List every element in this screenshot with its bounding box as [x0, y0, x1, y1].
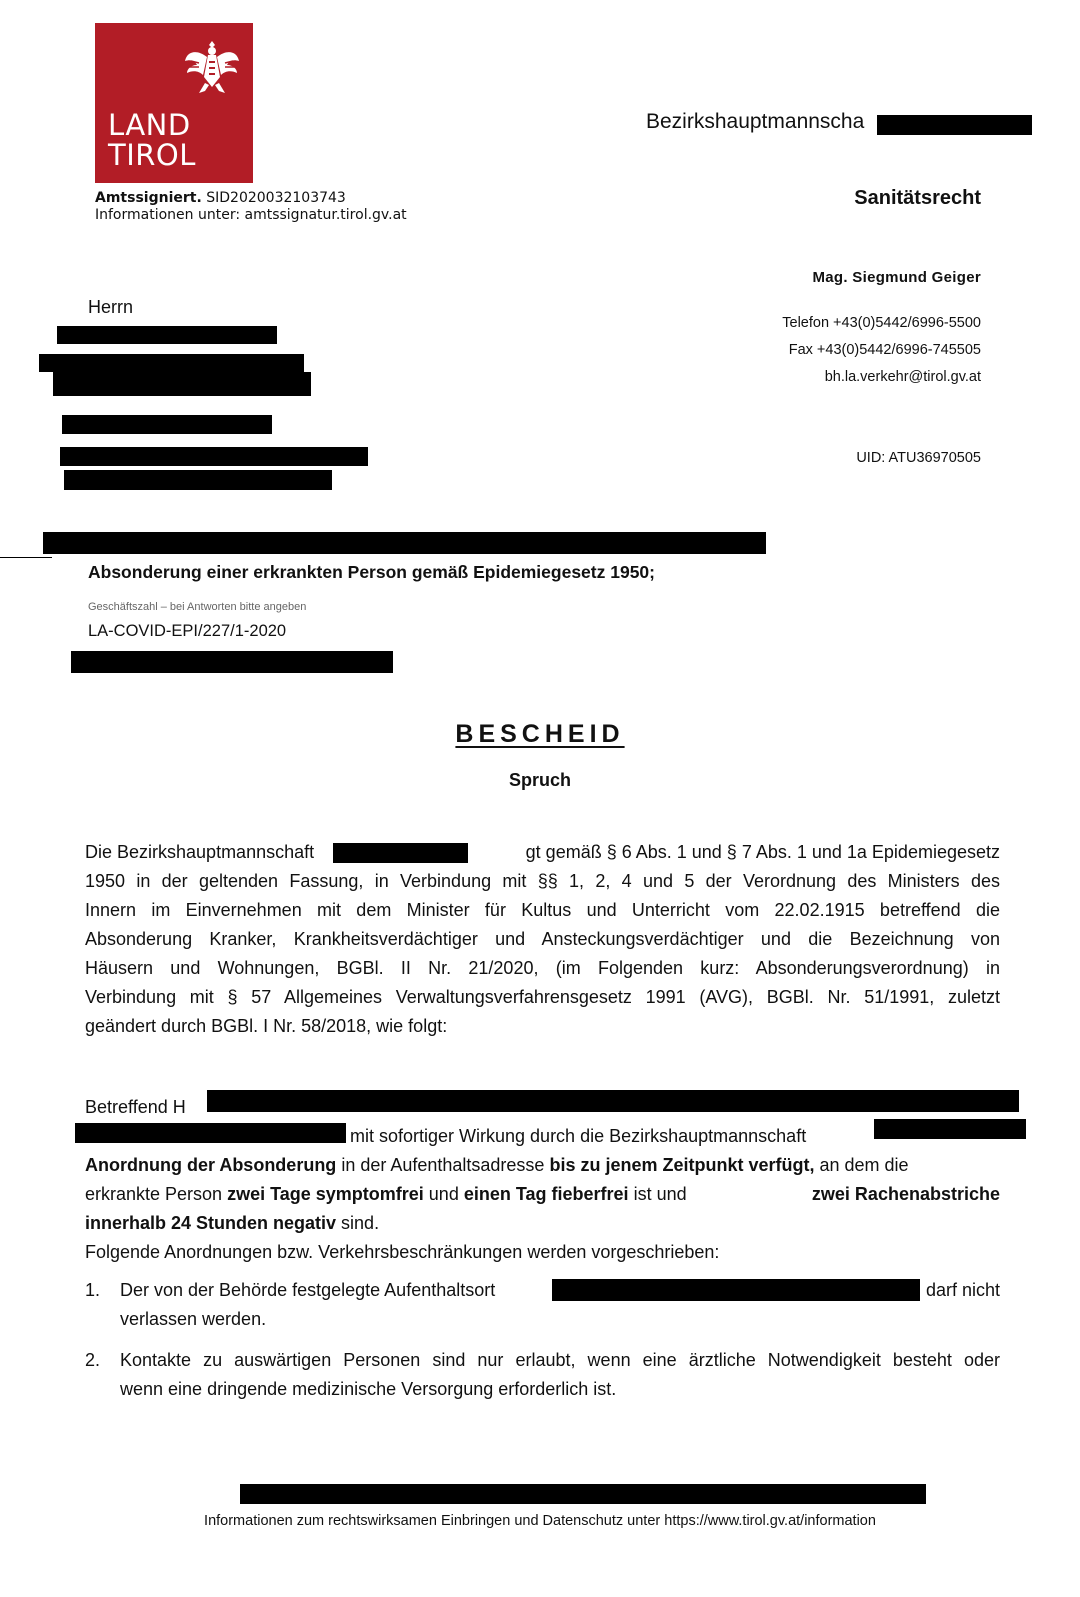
- para2-line3: [85, 1151, 1000, 1180]
- para1-line5: Häusern und Wohnungen, BGBl. II Nr. 21/2020, (im Folgenden kurz: Absonderungsverordnung) in: [85, 958, 1000, 978]
- redaction-bar: [53, 372, 311, 396]
- land-tirol-logo: [95, 23, 253, 183]
- para2-bold-anordnung: Anordnung der Absonderung: [85, 1155, 337, 1175]
- redaction-bar: [43, 532, 766, 554]
- officer-name: Mag. Siegmund Geiger: [812, 269, 981, 286]
- logo-line-1: LAND: [108, 108, 191, 142]
- redaction-bar: [207, 1090, 1019, 1112]
- redaction-bar: [552, 1279, 920, 1301]
- para2-bold-symptomfrei: zwei Tage symptomfrei: [227, 1184, 424, 1204]
- logo-line-2: TIROL: [108, 138, 196, 172]
- redaction-bar: [60, 447, 368, 466]
- para2-line6: Folgende Anordnungen bzw. Verkehrsbeschränkungen werden vorgeschrieben:: [85, 1242, 720, 1262]
- logo-text: [108, 110, 196, 170]
- list-item-2-number: 2.: [85, 1350, 101, 1370]
- redaction-bar: [333, 843, 468, 863]
- footer-info: Informationen zum rechtswirksamen Einbringen und Datenschutz unter https://www.tirol.gv.at/information: [204, 1513, 876, 1529]
- signature-label: Amtssigniert.: [95, 190, 202, 206]
- document-title: [0, 720, 1080, 749]
- redaction-bar: [57, 326, 277, 344]
- fold-mark-line: [0, 557, 52, 558]
- redaction-bar: [75, 1123, 346, 1143]
- redaction-bar: [64, 470, 332, 490]
- redaction-bar: [39, 354, 304, 372]
- contact-fax: Fax +43(0)5442/6996-745505: [788, 342, 981, 358]
- para1-line3: Innern im Einvernehmen mit dem Minister für Kultus und Unterricht vom 22.02.1915 betreffend die: [85, 900, 1000, 920]
- department: Sanitätsrecht: [854, 187, 981, 209]
- reference-number: LA-COVID-EPI/227/1-2020: [88, 622, 287, 640]
- para2-bold-zeitpunkt: bis zu jenem Zeitpunkt verfügt,: [549, 1155, 815, 1175]
- contact-email: bh.la.verkehr@tirol.gv.at: [824, 369, 981, 385]
- redaction-bar: [874, 1119, 1026, 1139]
- list-item-2-line2: wenn eine dringende medizinische Versorgung erforderlich ist.: [120, 1379, 617, 1399]
- para2-line1: Betreffend H: [85, 1097, 186, 1117]
- list-item-1-number: 1.: [85, 1280, 101, 1300]
- para2-line4: [85, 1180, 1000, 1209]
- para2-text: sind.: [336, 1213, 380, 1233]
- para2-text: erkrankte Person: [85, 1184, 228, 1204]
- signature-info: Informationen unter: amtssignatur.tirol.gv.at: [95, 207, 407, 223]
- redaction-bar: [71, 651, 393, 673]
- list-item-1-line1-end: darf nicht: [925, 1280, 1000, 1300]
- para2-line5: [85, 1209, 1000, 1238]
- para1-line1-start: Die Bezirkshauptmannschaft: [85, 842, 315, 862]
- subject-line: Absonderung einer erkrankten Person gemäß Epidemiegesetz 1950;: [88, 562, 655, 582]
- eagle-icon: [183, 37, 241, 99]
- para2-text: an dem die: [814, 1155, 909, 1175]
- redaction-bar: [62, 415, 272, 434]
- para2-text: ist und: [628, 1184, 687, 1204]
- paragraph-1: [85, 867, 1000, 1041]
- redaction-bar: [877, 115, 1032, 135]
- reference-label: Geschäftszahl – bei Antworten bitte angeben: [88, 601, 307, 613]
- redaction-bar: [240, 1484, 926, 1504]
- recipient-salutation: Herrn: [88, 297, 134, 317]
- para1-line2: 1950 in der geltenden Fassung, in Verbindung mit §§ 1, 2, 4 und 5 der Verordnung des Ministers des: [85, 871, 1000, 891]
- para2-line2: mit sofortiger Wirkung durch die Bezirkshauptmannschaft: [350, 1126, 807, 1146]
- para2-bold-negativ: innerhalb 24 Stunden negativ: [85, 1213, 337, 1233]
- para2-text: in der Aufenthaltsadresse: [336, 1155, 550, 1175]
- para1-line6: Verbindung mit § 57 Allgemeines Verwaltungsverfahrensgesetz 1991 (AVG), BGBl. Nr. 51/1991, zuletzt: [85, 987, 1000, 1007]
- document-subtitle: Spruch: [508, 770, 571, 790]
- signature-sid: SID2020032103743: [206, 190, 346, 206]
- list-item-2-line1: Kontakte zu auswärtigen Personen sind nur erlaubt, wenn eine ärztliche Notwendigkeit besteht oder: [120, 1350, 1000, 1370]
- para2-text: und: [423, 1184, 464, 1204]
- contact-uid: UID: ATU36970505: [856, 450, 981, 466]
- document-title-text: BESCHEID: [455, 720, 625, 748]
- para2-bold-fieberfrei: einen Tag fieberfrei: [463, 1184, 629, 1204]
- para1-line1-end: gt gemäß § 6 Abs. 1 und § 7 Abs. 1 und 1a Epidemiegesetz: [525, 842, 1000, 862]
- para2-bold-rachenabstriche: zwei Rachenabstriche: [811, 1184, 1000, 1204]
- list-item-1-line2: verlassen werden.: [120, 1309, 267, 1329]
- authority-name: Bezirkshauptmannscha: [646, 110, 865, 133]
- signature-line: [95, 190, 346, 206]
- para2-line4-left: [85, 1180, 687, 1209]
- para1-line7: geändert durch BGBl. I Nr. 58/2018, wie folgt:: [85, 1016, 448, 1036]
- contact-phone: Telefon +43(0)5442/6996-5500: [782, 315, 981, 331]
- para1-line4: Absonderung Kranker, Krankheitsverdächtiger und Ansteckungsverdächtiger und die Bezeichnung von: [85, 929, 1000, 949]
- list-item-1-line1: Der von der Behörde festgelegte Aufenthaltsort: [120, 1280, 496, 1300]
